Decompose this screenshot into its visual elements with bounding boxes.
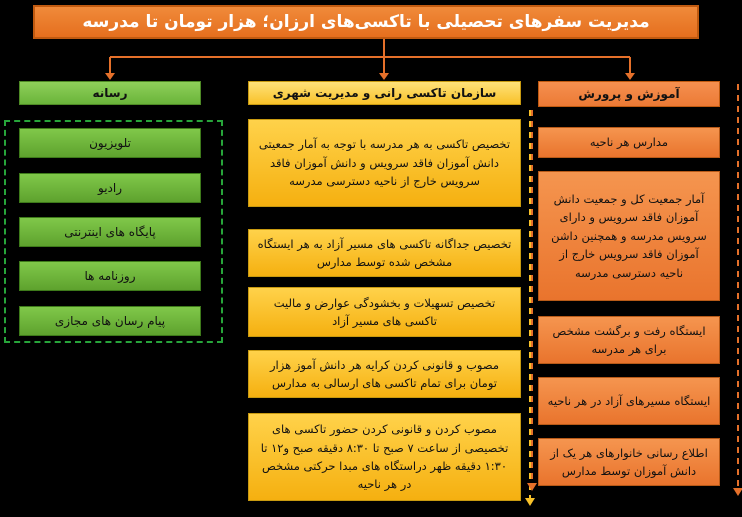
arrow-media-icon bbox=[105, 73, 115, 80]
taxi-header: سازمان تاکسی رانی و مدیریت شهری bbox=[248, 81, 521, 105]
media-item: رادیو bbox=[19, 173, 201, 203]
education-item: اطلاع رسانی خانوارهای هر یک از دانش آموزان توسط مدارس bbox=[538, 438, 720, 486]
media-item: پیام رسان های مجازی bbox=[19, 306, 201, 336]
media-item: روزنامه ها bbox=[19, 261, 201, 291]
education-item: ایستگاه رفت و برگشت مشخص برای هر مدرسه bbox=[538, 316, 720, 364]
taxi-item: تخصیص تاکسی به هر مدرسه با توجه به آمار جمعیتی دانش آموزان فاقد سرویس و دانش آموزان فاقد سرویس خارج از ناحیه دسترسی مدرسه bbox=[248, 119, 521, 207]
taxi-dashed-arrow-icon bbox=[525, 498, 535, 506]
arrow-taxi-icon bbox=[379, 73, 389, 80]
education-item: مدارس هر ناحیه bbox=[538, 127, 720, 158]
arrow-edu-icon bbox=[625, 73, 635, 80]
education-item: ایستگاه مسیرهای آزاد در هر ناحیه bbox=[538, 377, 720, 425]
taxi-item: تخصیص جداگانه تاکسی های مسیر آزاد به هر ایستگاه مشخص شده توسط مدارس bbox=[248, 229, 521, 277]
media-item: پایگاه های اینترنتی bbox=[19, 217, 201, 247]
media-item: تلویزیون bbox=[19, 128, 201, 158]
taxi-item: مصوب کردن و قانونی کردن حضور تاکسی های تخصیصی از ساعت ۷ صبح تا ۸:۳۰ دقیقه صبح و۱۲ تا ۱:۳۰ دقیقه ظهر دراستگاه های مبدا حرکتی مشخص در هر ناحیه bbox=[248, 413, 521, 501]
education-header: آموزش و پرورش bbox=[538, 81, 720, 107]
taxi-item: تخصیص تسهیلات و بخشودگی عوارض و مالیت تاکسی های مسیر آزاد bbox=[248, 287, 521, 337]
edu-dashed-left-arrow-icon bbox=[527, 483, 537, 491]
edu-dashed-right-arrow-icon bbox=[733, 488, 742, 496]
education-item: آمار جمعیت کل و جمعیت دانش آموزان فاقد سرویس و دارای سرویس مدرسه و همچنین داشن آموزان فاقد سرویس خارج از ناحیه دسترسی مدرسه bbox=[538, 171, 720, 301]
diagram-title: مدیریت سفرهای تحصیلی با تاکسی‌های ارزان؛ هزار تومان تا مدرسه bbox=[33, 5, 699, 39]
taxi-item: مصوب و قانونی کردن کرایه هر دانش آموز هزار تومان برای تمام تاکسی های ارسالی به مدارس bbox=[248, 350, 521, 398]
media-header: رسانه bbox=[19, 81, 201, 105]
